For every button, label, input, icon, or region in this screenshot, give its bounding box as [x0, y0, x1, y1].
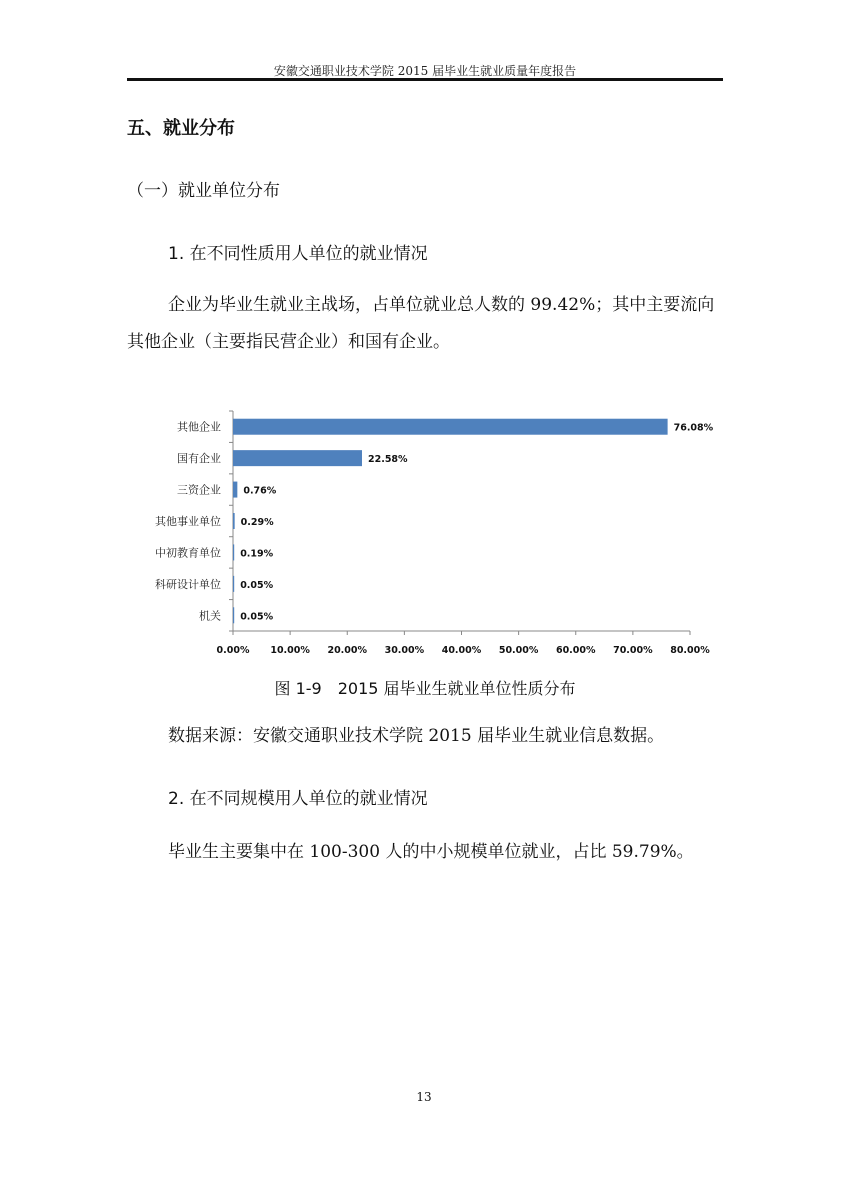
section-title: 五、就业分布: [127, 118, 235, 139]
item2-title: 2. 在不同规模用人单位的就业情况: [168, 789, 428, 809]
x-tick-label: 60.00%: [555, 645, 596, 656]
bar: [233, 544, 234, 560]
y-tick-label: 三资企业: [177, 483, 221, 497]
y-tick-label: 其他企业: [177, 420, 221, 434]
x-tick-label: 70.00%: [613, 645, 653, 656]
y-tick-label: 国有企业: [177, 452, 221, 466]
subsection-title: （一）就业单位分布: [127, 181, 280, 201]
bar: [233, 419, 668, 435]
item2-paragraph-text: 毕业生主要集中在 100-300 人的中小规模单位就业，占比 59.79%。: [168, 842, 694, 862]
bar: [233, 513, 235, 529]
x-tick-label: 20.00%: [327, 645, 368, 656]
y-tick-label: 科研设计单位: [155, 577, 221, 591]
x-tick-label: 80.00%: [670, 645, 710, 656]
x-tick-label: 0.00%: [216, 645, 250, 656]
employer-type-bar-chart: [130, 400, 730, 662]
data-label: 0.05%: [240, 611, 274, 623]
running-header: 安徽交通职业技术学院 2015 届毕业生就业质量年度报告: [273, 64, 577, 78]
item1-paragraph-text: 企业为毕业生就业主战场，占单位就业总人数的 99.42%；其中主要流向其他企业（主要指民营企业）和国有企业。: [127, 295, 715, 352]
data-label: 0.76%: [243, 485, 277, 497]
bar: [233, 482, 237, 498]
y-tick-label: 机关: [199, 609, 221, 623]
figure-caption: 图 1-9 2015 届毕业生就业单位性质分布: [274, 679, 576, 698]
x-tick-label: 40.00%: [441, 645, 482, 656]
data-label: 0.29%: [240, 517, 274, 528]
x-tick-label: 50.00%: [498, 645, 539, 656]
bar: [233, 576, 234, 592]
x-tick-label: 30.00%: [384, 645, 425, 656]
y-tick-label: 其他事业单位: [155, 515, 221, 528]
item1-title: 1. 在不同性质用人单位的就业情况: [168, 244, 428, 264]
data-label: 76.08%: [673, 422, 714, 434]
bar: [233, 607, 234, 623]
data-label: 0.19%: [240, 548, 274, 560]
y-tick-label: 中初教育单位: [155, 546, 221, 560]
header-rule: [127, 78, 723, 81]
page-number: 13: [416, 1090, 432, 1104]
item2-paragraph: [127, 834, 723, 871]
data-source: 数据来源：安徽交通职业技术学院 2015 届毕业生就业信息数据。: [168, 726, 665, 746]
data-label: 22.58%: [367, 454, 408, 466]
bar: [233, 450, 362, 466]
data-label: 0.05%: [240, 579, 274, 591]
item1-paragraph: [127, 287, 723, 361]
x-tick-label: 10.00%: [270, 645, 310, 656]
